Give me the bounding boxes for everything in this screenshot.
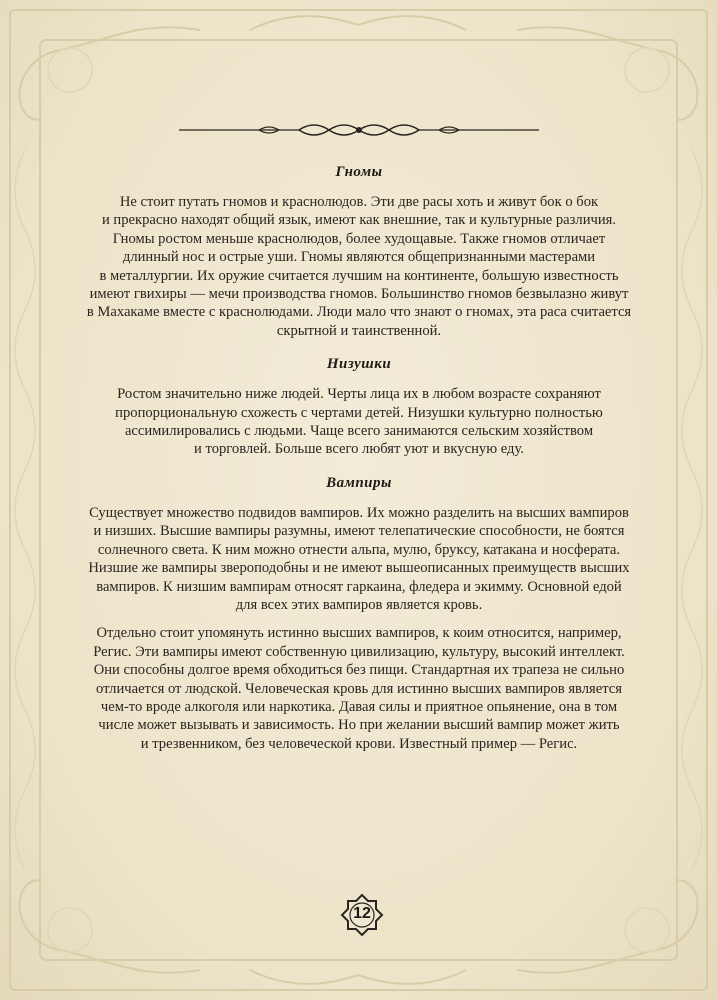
section-vampires [86, 475, 632, 753]
section-title: Низушки [326, 356, 392, 373]
section-title: Гномы [335, 164, 383, 180]
section-halflings [86, 356, 632, 459]
paragraph: Не стоит путать гномов и краснолюдов. Эти две расы хоть и живут бок о бок и прекрасно находят общий язык, имеют как внешние, так и культурные различия. Гномы ростом меньше краснолюдов, более худощавые. Также гномов отличает длинный нос и острые уши. Гномы являются общепризнанными мастерами в металлургии. Их оружие считается лучшим на континенте, большую известность имеют гвихиры — мечи производства гномов. Большинство гномов безвылазно живут в Махакаме вместе с краснолюдами. Люди мало что знают о гномах, эта раса считается скрытной и таинственной. [86, 194, 632, 339]
section-gnomes [86, 164, 632, 340]
paragraph: Отдельно стоит упомянуть истинно высших вампиров, к коим относится, например, Регис. Эти вампиры имеют собственную цивилизацию, культуру, высокий интеллект. Они способны долгое время обходиться без пищи. Стандартная их трапеза не сильно отличается от людской. Человеческая кровь для истинно высших вампиров является чем-то вроде алкоголя или наркотика. Давая силы и приятное опьянение, она в том числе может вызывать и зависимость. Но при желании высший вампир может жить и трезвенником, без человеческой крови. Известный пример — Регис. [93, 625, 625, 752]
main-content [86, 118, 632, 769]
paragraph: Ростом значительно ниже людей. Черты лица их в любом возрасте сохраняют пропорциональную схожесть с чертами детей. Низушки культурно полностью ассимилировались с людьми. Чаще всего занимаются сельским хозяйством и торговлей. Больше всего любят уют и вкусную еду. [115, 386, 603, 458]
section-title: Вампиры [326, 474, 392, 491]
paragraph: Существует множество подвидов вампиров. Их можно разделить на высших вампиров и низших. Высшие вампиры разумны, имеют телепатические способности, не боятся солнечного света. К ним можно отнести альпа, мулю, брукcу, катакана и носферата. Низшие же вампиры звероподобны и не имеют вышеописанных преимуществ высших вампиров. К низшим вампирам относят гаркаина, фледера и экимму. Основной едой для всех этих вампиров является кровь. [88, 504, 630, 613]
page-number-badge [340, 893, 384, 937]
page-number: 12 [353, 905, 371, 922]
ornamental-divider [179, 118, 539, 142]
